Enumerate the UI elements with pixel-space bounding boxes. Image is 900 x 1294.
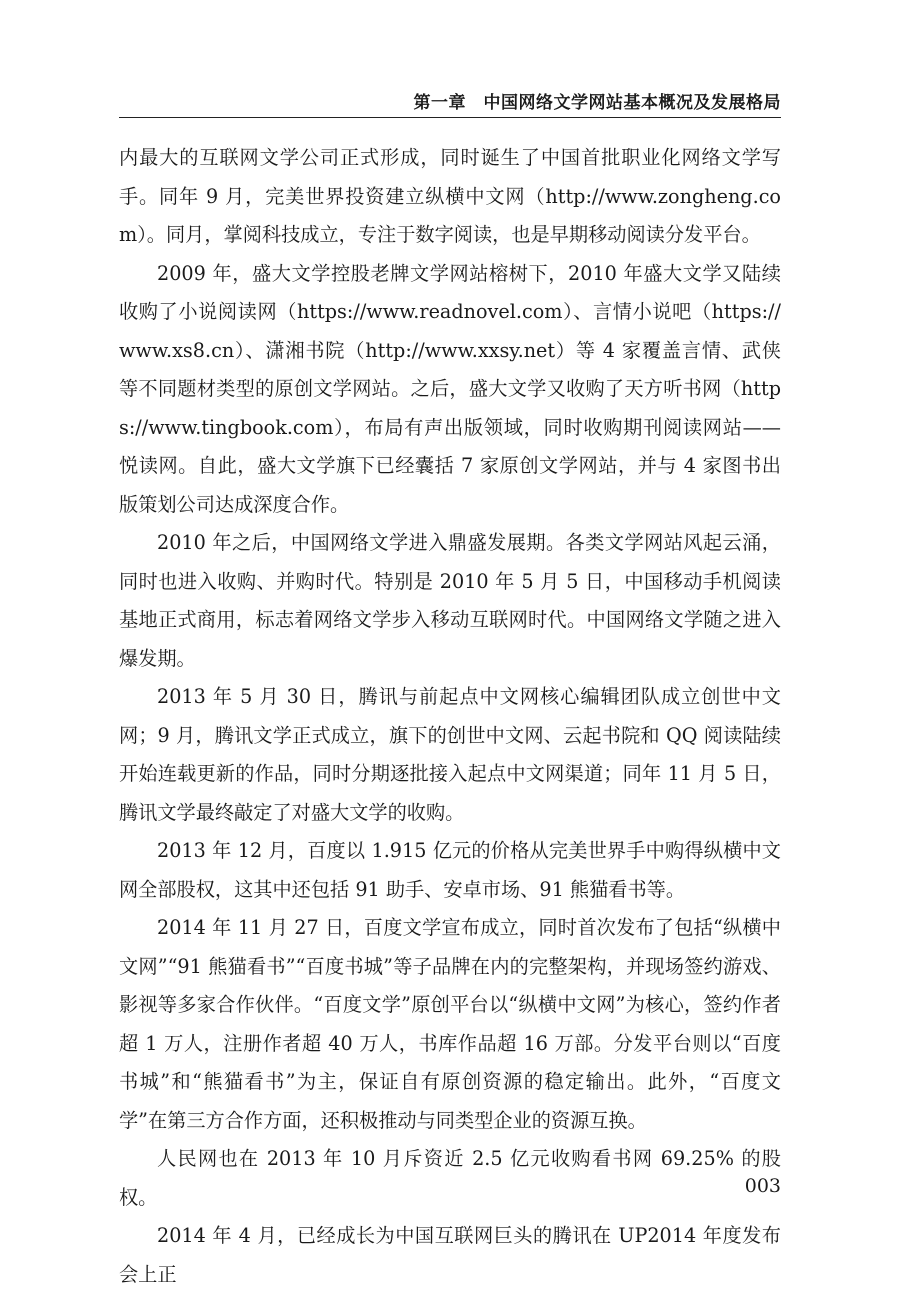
paragraph: 2014 年 4 月，已经成长为中国互联网巨头的腾讯在 UP2014 年度发布会上正: [119, 1224, 781, 1286]
page-number: 003: [744, 1175, 781, 1197]
paragraph: 2014 年 11 月 27 日，百度文学宣布成立，同时首次发布了包括“纵横中文网”“91 熊猫看书”“百度书城”等子品牌在内的完整架构，并现场签约游戏、影视等多家合作伙伴。“百度文学”原创平台以“纵横中文网”为核心，签约作者超 1 万人，注册作者超 40 万人，书库作品超 16 万部。分发平台则以“百度书城”和“熊猫看书”为主，保证自有原创资源的稳定输出。此外，“百度文学”在第三方合作方面，还积极推动与同类型企业的资源互换。: [119, 916, 781, 1132]
body-text: [119, 139, 781, 1294]
paragraph: 2009 年，盛大文学控股老牌文学网站榕树下，2010 年盛大文学又陆续收购了小说阅读网（https://www.readnovel.com）、言情小说吧（https://www.xs8.cn）、潇湘书院（http://www.xxsy.net）等 4 家覆盖言情、武侠等不同题材类型的原创文学网站。之后，盛大文学又收购了天方听书网（https://www.tingbook.com），布局有声出版领域，同时收购期刊阅读网站——悦读网。自此，盛大文学旗下已经囊括 7 家原创文学网站，并与 4 家图书出版策划公司达成深度合作。: [119, 261, 781, 516]
paragraph: 2013 年 12 月，百度以 1.915 亿元的价格从完美世界手中购得纵横中文网全部股权，这其中还包括 91 助手、安卓市场、91 熊猫看书等。: [119, 839, 781, 901]
paragraph: 2010 年之后，中国网络文学进入鼎盛发展期。各类文学网站风起云涌，同时也进入收购、并购时代。特别是 2010 年 5 月 5 日，中国移动手机阅读基地正式商用，标志着网络文学步入移动互联网时代。中国网络文学随之进入爆发期。: [119, 531, 781, 670]
paragraph: 人民网也在 2013 年 10 月斥资近 2.5 亿元收购看书网 69.25% 的股权。: [119, 1147, 781, 1209]
header-rule: [119, 117, 781, 118]
running-head-chapter-title: 第一章 中国网络文学网站基本概况及发展格局: [413, 93, 781, 113]
paragraph: 2013 年 5 月 30 日，腾讯与前起点中文网核心编辑团队成立创世中文网；9 月，腾讯文学正式成立，旗下的创世中文网、云起书院和 QQ 阅读陆续开始连载更新的作品，同时分期逐批接入起点中文网渠道；同年 11 月 5 日，腾讯文学最终敲定了对盛大文学的收购。: [119, 685, 781, 824]
paragraph-continuation: 内最大的互联网文学公司正式形成，同时诞生了中国首批职业化网络文学写手。同年 9 月，完美世界投资建立纵横中文网（http://www.zongheng.com）。同月，掌阅科技成立，专注于数字阅读，也是早期移动阅读分发平台。: [119, 146, 781, 246]
